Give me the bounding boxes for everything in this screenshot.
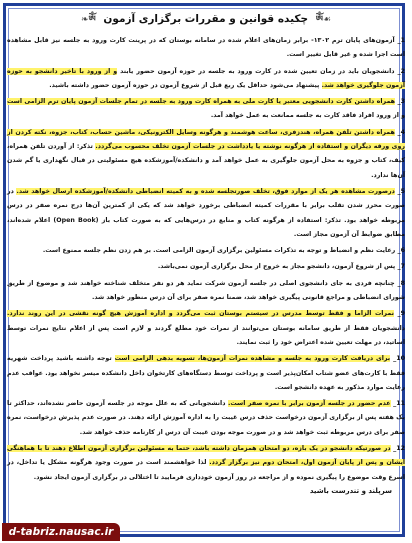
rule-11-text-b: دانشجویانی که به علل موجه در جلسه آزمون حاضر نشده‌اند، حداکثر تا یک هفته پس از برگزاری آزمون درخواست حذف درس غیبت را به اداره آموزش ارائه دهند. در صورت عدم پذیرش درخواست، نمره صفر برای درس مربوطه ثبت خواهد شد و در صورت موجه بودن غیبت آن درس از کارنامه حذف خواهد شد. (7, 400, 405, 436)
rule-item-6 (7, 244, 405, 258)
rule-item-1 (7, 34, 405, 63)
rule-item-8 (7, 277, 405, 306)
title-ornament-right: ☙ༀ (315, 15, 331, 25)
site-logo-link[interactable]: d-tabriz.nausac.ir (2, 523, 120, 541)
title-text: چکیده قوانین و مقررات برگزاری آزمون (103, 13, 309, 25)
rule-11-text-a: 11_ (390, 400, 405, 408)
rule-12-highlight: در صورتیکه دانشجو در یک بازه، دو امتحان همزمان داشته باشد، حتما به مسئولین برگزاری آزمون اطلاع دهند تا با هماهنگی ایشان و پس از پایان آزمون اول، امتحان دوم نیز برگزار گردد. (7, 445, 405, 467)
rule-item-3 (7, 95, 405, 124)
rule-5-highlight: درصورت مشاهده هر یک از موارد فوق، تخلف صورتجلسه شده و به کمیته انضباطی دانشکده/آموزشکده ارسال خواهد شد. (16, 187, 395, 195)
rule-5-text-b: در صورت محرز شدن تقلب برابر با مقررات کمیته انضباطی برخورد خواهد شد که یکی از کمترین آن‌ها درج نمره صفر در درس مربوطه خواهد بود. تذکر: استفاده از هرگونه کتاب و منابع در درس‌هایی که به صورت کتاب باز (Open Book) اعلام شده‌اند، مطابق ضوابط آن آزمون مجاز است. (7, 187, 406, 238)
rules-list (7, 34, 405, 487)
rule-10-text-a: 10_ (390, 355, 405, 363)
rule-10-highlight: برای دریافت کارت ورود به جلسه و مشاهده نمرات آزمون‌ها، تسویه بدهی الزامی است (114, 355, 391, 363)
rule-item-5 (7, 185, 405, 242)
rule-3-text-b: و از ورود افراد فاقد کارت به جلسه ممانعت به عمل خواهد آمد. (210, 112, 405, 120)
rule-item-11 (7, 397, 405, 440)
rule-9-highlight: نمرات الزاما و فقط توسط مدرس در سیستم بوستان ثبت می‌گردد و اداره آموزش هیچ گونه نقشی در این روند ندارد. (7, 310, 394, 318)
rule-item-2 (7, 65, 405, 94)
rule-5-text-a: 5_ (394, 187, 405, 195)
rule-3-highlight: همراه داشتن کارت دانشجویی معتبر یا کارت ملی به همراه کارت ورود به جلسه در تمام جلسات آزمون پایان ترم الزامی است (7, 98, 396, 106)
rule-6-text-a: 6_ رعایت نظم و انضباط و توجه به تذکرات مسئولین برگزاری آزمون الزامی است. بر هم زدن نظم جلسه ممنوع است. (42, 247, 405, 255)
rule-1-text-a: 1_ آزمون‌های پایان ترم ۱۳۰۲- برابر زمان‌های اعلام شده در سامانه بوستان که در پرینت کارت ورود به جلسه نیز قابل مشاهده است اجرا شده و غیر قابل تغییر است. (7, 37, 406, 59)
rule-7-text-a: 7_ پس از شروع آزمون، دانشجو مجاز به خروج از محل برگزاری آزمون نمی‌باشد. (157, 263, 405, 271)
signature-line: سرپلند و تندرست باشید (309, 487, 392, 495)
page-title (0, 10, 412, 35)
rule-8-text-a: 8_ چنانچه فردی به جای دانشجوی اصلی در جلسه آزمون شرکت نماید هر دو نفر متخلف شناخته خواهند شد و موضوع از طریق شورای انضباطی و مراجع قانونی پیگیری خواهد شد، ضمنا نمره صفر برای آن درس منظور خواهد شد. (7, 279, 405, 302)
rule-11-highlight: عدم حضور در جلسه آزمون برابر با نمره صفر است. (227, 400, 391, 408)
rule-item-9 (7, 307, 405, 350)
rule-9-text-b: دانشجویان فقط از طریق سامانه بوستان می‌توانند از نمرات خود مطلع گردند و لازم است پس از اعلام نتایج نمرات توسط اساتید، در مهلت تعیین شده اعتراض خود را ثبت نمایند. (7, 324, 405, 346)
rule-item-7 (7, 260, 405, 274)
rule-9-text-a: 9_ (393, 310, 405, 318)
rule-item-10 (7, 352, 405, 395)
rule-item-4 (7, 126, 405, 183)
rule-10-text-b: توجه داشته باشید پرداخت شهریه فقط با کارت‌های عضو شتاب امکان‌پذیر است و پرداخت توسط دستگاه‌های کارتخوان داخل دانشکده میسر نخواهد بود. عواقب عدم رعایت موارد مذکور به عهده دانشجو است. (7, 355, 405, 391)
rule-4-text-a: 4_ (394, 128, 405, 136)
rule-12-text-a: 12_ (390, 445, 405, 453)
rule-12-text-b: لذا خواهشمند است در صورت وجود هرگونه مشکل یا تداخل، در اسرع وقت موضوع را پیگیری نموده و از مراجعه در روز آزمون خودداری فرمایید تا اختلالی در برگزاری آزمون ایجاد نشود. (7, 459, 405, 481)
rule-2-text-a: 2_ دانشجویان باید در زمان تعیین شده در کارت ورود به جلسه در حوزه آزمون حضور یابند (117, 67, 405, 75)
rule-2-highlight: و از ورود با تاخیر دانشجو به حوزه آزمون جلوگیری خواهد شد. (7, 67, 405, 89)
rule-4-text-b: تذکر: از آوردن تلفن همراه، کیف، کتاب و جزوه به محل آزمون جلوگیری به عمل خواهد آمد و دانشکده/آموزشکده هیچ مسئولیتی در قبال نگهداری یا گم شدن آن‌ها ندارد. (7, 143, 405, 179)
rule-item-12 (7, 442, 405, 485)
rule-4-highlight: همراه داشتن تلفن همراه، هندزفری، ساعت هوشمند و هرگونه وسایل الکترونیکی، ماشین حساب، کتاب، جزوه، نکته کردن از روی ورقه دیگران و استفاده از هرگونه نوشته یا یادداشت در جلسات آزمون تخلف محسوب می‌گردد. (7, 128, 405, 151)
rule-2-text-b: پیشنهاد می‌شود حداقل یک ربع قبل از شروع آزمون در حوزه آزمون حضور داشته باشید. (49, 81, 322, 89)
title-ornament-left: ༀ❧ (81, 15, 96, 25)
rule-3-text-a: 3_ (395, 98, 406, 106)
